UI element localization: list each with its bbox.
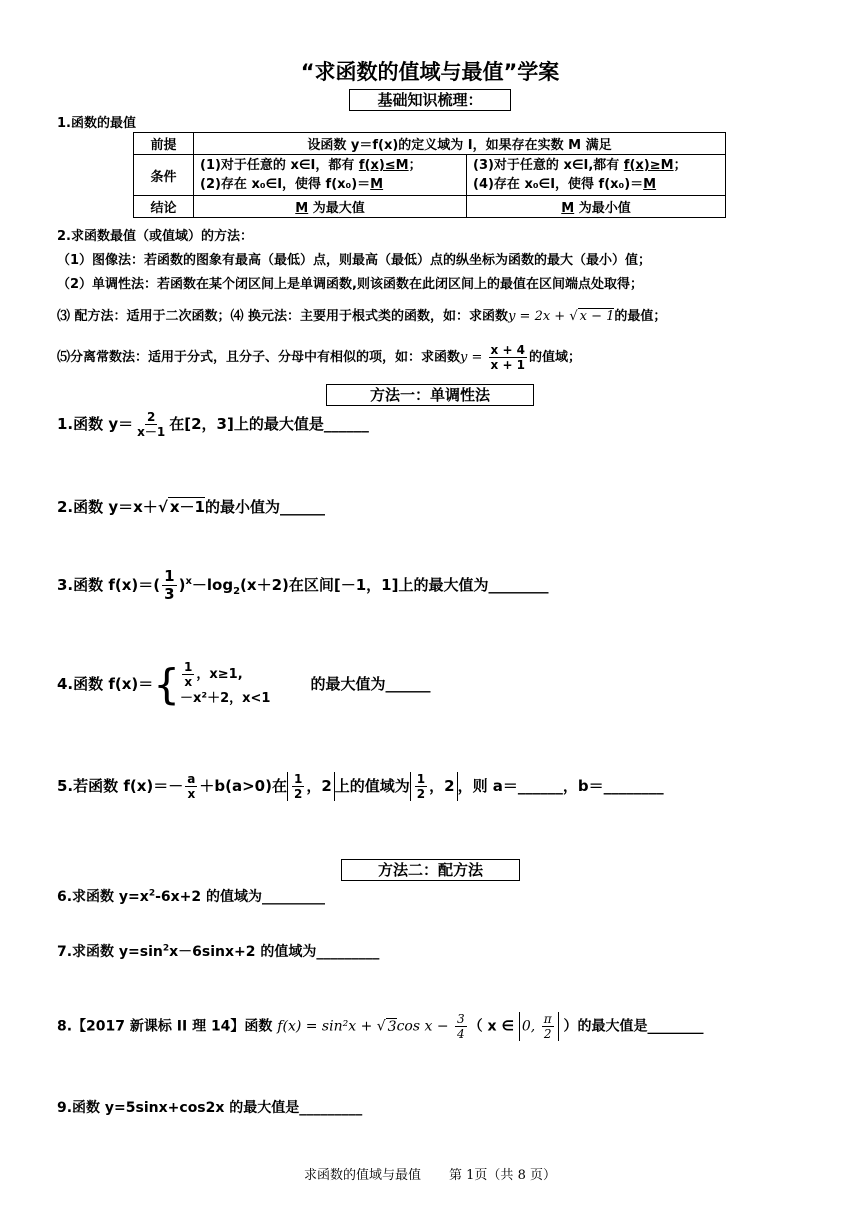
question-9: 9.函数 y=5sinx+cos2x 的最大值是_________ (57, 1100, 363, 1116)
page-title: “求函数的值域与最值”学案 (300, 60, 560, 84)
piecewise: $\frac{1}{x}$ ，x≥1, －x²＋2，x<1 (180, 660, 271, 706)
sqrt-symbol: √ (157, 498, 168, 516)
interval-bracket: 0, $\frac{\pi}{2}$ (519, 1012, 559, 1041)
question-7: 7.求函数 $y=\sin^2x-6\sin x+2$ 的值域为_________ (57, 943, 380, 960)
fraction: $\frac{1}{2}$ (293, 772, 303, 801)
sqrt-symbol: √ (376, 1018, 386, 1035)
table-head-conclusion: 结论 (134, 196, 194, 218)
page-footer: 求函数的值域与最值 第 1页（共 8 页） (304, 1168, 556, 1183)
method-graph: （1）图像法：若函数的图象有最高（最低）点，则最高（最低）点的纵坐标为函数的最大（最小）值； (57, 253, 652, 268)
table-conclusion-max: M 为最大值 (194, 196, 467, 218)
fraction: $\frac{2}{x-1}$ (137, 410, 166, 439)
method-separate-constant: ⑸分离常数法：适用于分式，且分子、分母中有相似的项，如：求函数y = $\frac{x + 4}{x + 1}$ 的值域； (57, 343, 582, 372)
question-3: 3.函数 f(x)＝( $\frac{1}{3}$ )$^x-\log_2(x+2)$在区间[－1，1]上的最大值为________ (57, 567, 549, 603)
section-method-monotonic: 方法一：单调性法 (326, 384, 534, 406)
part1-title: 1.函数的最值 (57, 116, 136, 131)
table-premise-content: 设函数 y＝f(x)的定义域为 I，如果存在实数 M 满足 (194, 133, 726, 155)
function-extremum-table (133, 132, 726, 218)
question-1: 1.函数 y＝ $\frac{2}{x-1}$ 在[2，3]上的最大值是______ (57, 410, 369, 439)
method-monotonic: （2）单调性法：若函数在某个闭区间上是单调函数,则该函数在此闭区间上的最值在区间端点处取得； (57, 277, 643, 292)
table-conclusion-min: M 为最小值 (467, 196, 726, 218)
table-head-premise: 前提 (134, 133, 194, 155)
table-head-condition: 条件 (134, 155, 194, 196)
table-row (134, 196, 726, 218)
question-2: 2.函数 y＝x＋√ x－1的最小值为______ (57, 498, 325, 516)
fraction: $\frac{3}{4}$ (457, 1012, 465, 1041)
fraction: $\frac{1}{3}$ (164, 567, 175, 603)
fraction: $\frac{1}{x}$ (184, 660, 193, 689)
fraction: $\frac{\pi}{2}$ (543, 1012, 552, 1041)
question-4: 4.函数 f(x)＝{ $\frac{1}{x}$ ，x≥1, －x²＋2，x<1的最大值为______ (57, 659, 431, 709)
table-row (134, 155, 726, 196)
table-row (134, 133, 726, 155)
sqrt-symbol: √ (569, 309, 578, 324)
question-6: 6.求函数 $y=x^2-6x+2$ 的值域为_________ (57, 888, 326, 905)
fraction: $\frac{a}{x}$ (187, 772, 196, 801)
interval-bracket: $\frac{1}{2}$ ，2 (287, 772, 335, 801)
section-method-square: 方法二：配方法 (341, 859, 520, 881)
section-basic-knowledge: 基础知识梳理： (349, 89, 511, 111)
left-brace: { (153, 659, 181, 709)
fraction: $\frac{x + 4}{x + 1}$ (490, 343, 526, 372)
question-8: 8.【2017 新课标 II 理 14】函数 f(x) = sin²x + √ 3cos x − $\frac{3}{4}$ （ x ∈ 0, $\frac{\pi}{2}$ ）的最大值是________ (57, 1012, 704, 1041)
question-5: 5.若函数 f(x)＝－ $\frac{a}{x}$ ＋b(a>0)在 $\frac{1}{2}$ ，2 上的值域为 $\frac{1}{2}$ ，2 ，则 a＝______，b＝________ (57, 772, 664, 801)
interval-bracket: $\frac{1}{2}$ ，2 (410, 772, 458, 801)
table-condition-min: (3)对于任意的 x∈I,都有 f(x)≥M； (4)存在 x₀∈I，使得 f(x₀)＝M (467, 155, 726, 196)
fraction: $\frac{1}{2}$ (416, 772, 426, 801)
method-completing-square: ⑶ 配方法：适用于二次函数；⑷ 换元法：主要用于根式类的函数，如：求函数y = 2x + √ x − 1的最值； (57, 309, 667, 324)
part2-title: 2.求函数最值（或值域）的方法： (57, 229, 253, 244)
table-condition-max: (1)对于任意的 x∈I，都有 f(x)≤M； (2)存在 x₀∈I，使得 f(x₀)＝M (194, 155, 467, 196)
